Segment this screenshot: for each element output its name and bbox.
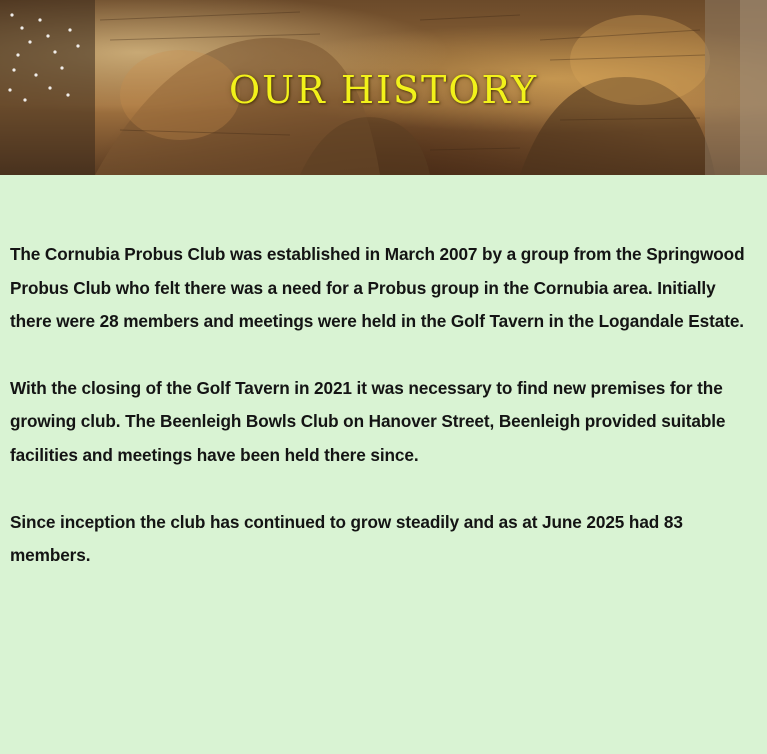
- history-content: [0, 175, 767, 573]
- history-paragraph-founding: The Cornubia Probus Club was established in March 2007 by a group from the Springwood Probus Club who felt there was a need for a Probus group in the Cornubia area. Initially there were 28 members and meetings were held in the Golf Tavern in the Logandale Estate.: [10, 244, 745, 332]
- history-paragraph-growth: Since inception the club has continued to grow steadily and as at June 2025 had 83 members.: [10, 511, 683, 566]
- page-title: OUR HISTORY: [228, 68, 539, 112]
- hero-banner: [0, 0, 767, 175]
- history-paragraph-premises: With the closing of the Golf Tavern in 2021 it was necessary to find new premises for the growing club. The Beenleigh Bowls Club on Hanover Street, Beenleigh provided suitable facilities and meetings have been held there since.: [10, 377, 726, 465]
